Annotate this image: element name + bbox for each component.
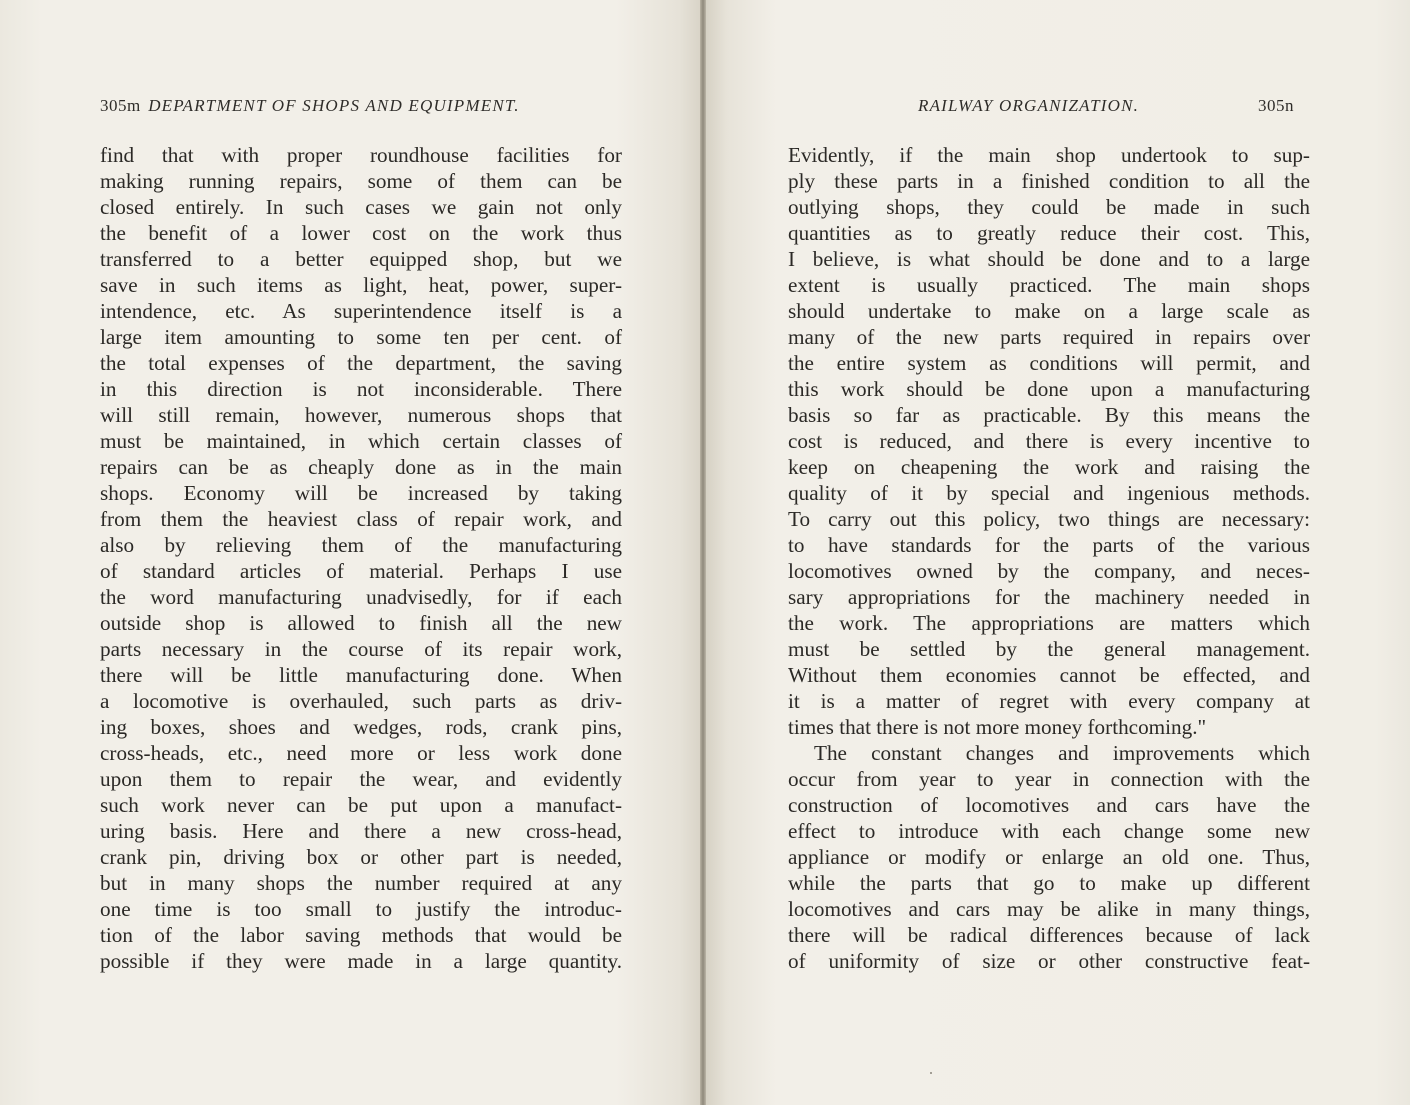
text-line: upon them to repair the wear, and evidently <box>100 767 622 791</box>
text-line: one time is too small to justify the introduc- <box>100 897 622 921</box>
text-line: the entire system as conditions will permit, and <box>788 351 1310 375</box>
text-line: transferred to a better equipped shop, but we <box>100 247 622 271</box>
text-line: intendence, etc. As superintendence itself is a <box>100 299 622 323</box>
text-line: such work never can be put upon a manufact- <box>100 793 622 817</box>
text-line: locomotives owned by the company, and neces- <box>788 559 1310 583</box>
text-line: there will be little manufacturing done. When <box>100 663 622 687</box>
text-line: cost is reduced, and there is every incentive to <box>788 429 1310 453</box>
text-line: of standard articles of material. Perhaps I use <box>100 559 622 583</box>
text-line: ply these parts in a finished condition to all the <box>788 169 1310 193</box>
text-line: uring basis. Here and there a new cross-head, <box>100 819 622 843</box>
text-line: outlying shops, they could be made in such <box>788 195 1310 219</box>
text-line: crank pin, driving box or other part is needed, <box>100 845 622 869</box>
text-line: also by relieving them of the manufacturing <box>100 533 622 557</box>
text-line: extent is usually practiced. The main shops <box>788 273 1310 297</box>
text-line: ing boxes, shoes and wedges, rods, crank pins, <box>100 715 622 739</box>
text-line: The constant changes and improvements which <box>814 741 1310 765</box>
right-running-head: RAILWAY ORGANIZATION. <box>918 96 1140 115</box>
text-line: sary appropriations for the machinery needed in <box>788 585 1310 609</box>
left-page <box>0 0 700 1105</box>
text-line: the benefit of a lower cost on the work thus <box>100 221 622 245</box>
text-line: but in many shops the number required at any <box>100 871 622 895</box>
text-line: repairs can be as cheaply done as in the main <box>100 455 622 479</box>
text-line: tion of the labor saving methods that would be <box>100 923 622 947</box>
text-line: to have standards for the parts of the various <box>788 533 1310 557</box>
text-line: of uniformity of size or other constructive feat- <box>788 949 1310 973</box>
text-line: Without them economies cannot be effected, and <box>788 663 1310 687</box>
text-line: outside shop is allowed to finish all the new <box>100 611 622 635</box>
text-line: quantities as to greatly reduce their cost. This, <box>788 221 1310 245</box>
text-line: large item amounting to some ten per cent. of <box>100 325 622 349</box>
text-line: while the parts that go to make up different <box>788 871 1310 895</box>
text-line: the total expenses of the department, the saving <box>100 351 622 375</box>
left-running-head <box>100 96 580 116</box>
text-line: keep on cheapening the work and raising the <box>788 455 1310 479</box>
text-line: locomotives and cars may be alike in many things, <box>788 897 1310 921</box>
text-line: many of the new parts required in repairs over <box>788 325 1310 349</box>
text-line: in this direction is not inconsiderable. There <box>100 377 622 401</box>
text-line: Evidently, if the main shop undertook to sup- <box>788 143 1310 167</box>
text-line: I believe, is what should be done and to a large <box>788 247 1310 271</box>
text-line: possible if they were made in a large quantity. <box>100 949 622 973</box>
text-line: To carry out this policy, two things are necessary: <box>788 507 1310 531</box>
right-page-number: 305n <box>1258 96 1294 115</box>
text-line: basis so far as practicable. By this means the <box>788 403 1310 427</box>
text-line: the word manufacturing unadvisedly, for if each <box>100 585 622 609</box>
text-line: closed entirely. In such cases we gain not only <box>100 195 622 219</box>
text-line: find that with proper roundhouse facilities for <box>100 143 622 167</box>
text-line: there will be radical differences because of lack <box>788 923 1310 947</box>
text-line: must be maintained, in which certain classes of <box>100 429 622 453</box>
text-line: cross-heads, etc., need more or less work done <box>100 741 622 765</box>
text-line: save in such items as light, heat, power, super- <box>100 273 622 297</box>
text-line: effect to introduce with each change some new <box>788 819 1310 843</box>
text-line: construction of locomotives and cars have the <box>788 793 1310 817</box>
text-line: from them the heaviest class of repair work, and <box>100 507 622 531</box>
text-line: occur from year to year in connection with the <box>788 767 1310 791</box>
text-line: making running repairs, some of them can be <box>100 169 622 193</box>
text-line: shops. Economy will be increased by taking <box>100 481 622 505</box>
left-running-head-title: DEPARTMENT OF SHOPS AND EQUIPMENT. <box>148 96 520 115</box>
text-line: quality of it by special and ingenious methods. <box>788 481 1310 505</box>
text-line: a locomotive is overhauled, such parts as driv- <box>100 689 622 713</box>
right-body-text <box>788 142 1310 974</box>
left-body-text <box>100 142 622 974</box>
left-page-number: 305m <box>100 96 141 115</box>
text-line: the work. The appropriations are matters which <box>788 611 1310 635</box>
text-line: will still remain, however, numerous shops that <box>100 403 622 427</box>
text-line: this work should be done upon a manufacturing <box>788 377 1310 401</box>
right-page <box>706 0 1410 1105</box>
text-line: should undertake to make on a large scale as <box>788 299 1310 323</box>
text-line: times that there is not more money forthcoming." <box>788 715 1207 739</box>
text-line: parts necessary in the course of its repair work, <box>100 637 622 661</box>
text-line: must be settled by the general management. <box>788 637 1310 661</box>
paper-speck <box>930 1072 932 1074</box>
text-line: appliance or modify or enlarge an old one. Thus, <box>788 845 1310 869</box>
text-line: it is a matter of regret with every company at <box>788 689 1310 713</box>
